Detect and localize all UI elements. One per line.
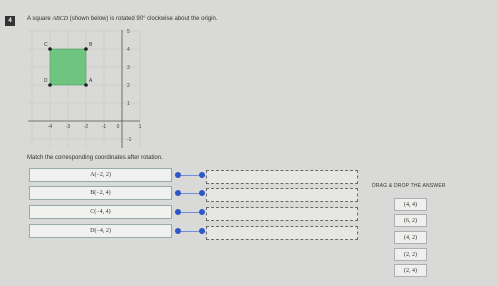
vertex-label: D [44,78,48,84]
prompt-text-post: clockwise about the origin. [145,16,218,22]
question-prompt [27,16,218,22]
prompt-shape: ABCD [52,16,69,22]
x-tick-label: -1 [101,124,107,130]
y-tick-label: 3 [127,65,130,71]
connector-a[interactable] [170,171,208,179]
connector-start-dot[interactable] [175,209,181,215]
vertex-point [48,47,52,51]
x-tick-label: 1 [138,124,142,130]
vertex-point [48,83,52,87]
connector-start-dot[interactable] [175,190,181,196]
prompt-angle: 90° [136,16,146,22]
x-tick-label: -4 [47,124,53,130]
connector-start-dot[interactable] [175,172,181,178]
match-item-d: D(−4, 2) [29,224,172,238]
prompt-text-mid: (shown below) is rotated [68,16,137,22]
x-tick-label: -3 [65,124,71,130]
x-tick-labels [48,124,142,130]
question-number-badge: 4 [5,16,15,26]
y-tick-labels [127,29,132,143]
answer-option-4[interactable]: (2, 2) [394,248,427,261]
answers-title: DRAG & DROP THE ANSWER [372,183,446,189]
answer-option-3[interactable]: (4, 2) [394,231,427,244]
y-tick-label: 4 [127,47,130,53]
drop-zone-a[interactable] [206,170,358,184]
match-item-a: A(−2, 2) [29,168,172,182]
connector-end-dot[interactable] [199,190,205,196]
coordinate-graph [28,30,140,148]
x-tick-label: 0 [116,124,120,130]
vertex-label: A [89,78,93,84]
y-tick-label: 1 [127,101,130,107]
connector-start-dot[interactable] [175,228,181,234]
vertex-point [84,47,88,51]
connector-c[interactable] [170,208,208,216]
drop-zone-b[interactable] [206,188,358,202]
drop-zone-d[interactable] [206,226,358,240]
answer-option-2[interactable]: (6, 2) [394,214,427,227]
prompt-text-pre: A square [27,16,53,22]
x-tick-label: -2 [83,124,89,130]
vertex-label: B [89,42,93,48]
match-item-b: B(−2, 4) [29,186,172,200]
drop-zone-c[interactable] [206,207,358,221]
connector-d[interactable] [170,227,208,235]
y-tick-label: 2 [127,83,130,89]
connector-end-dot[interactable] [199,172,205,178]
vertex-point [84,83,88,87]
square-abcd [50,49,86,85]
connector-b[interactable] [170,189,208,197]
match-item-c: C(−4, 4) [29,205,172,219]
answer-option-1[interactable]: (4, 4) [394,198,427,211]
connector-end-dot[interactable] [199,209,205,215]
connector-end-dot[interactable] [199,228,205,234]
match-instruction: Match the corresponding coordinates after rotation. [27,155,163,161]
y-tick-label: -1 [127,137,132,143]
vertex-label: C [44,42,48,48]
y-tick-label: 5 [127,29,130,35]
answer-option-5[interactable]: (2, 4) [394,264,427,277]
